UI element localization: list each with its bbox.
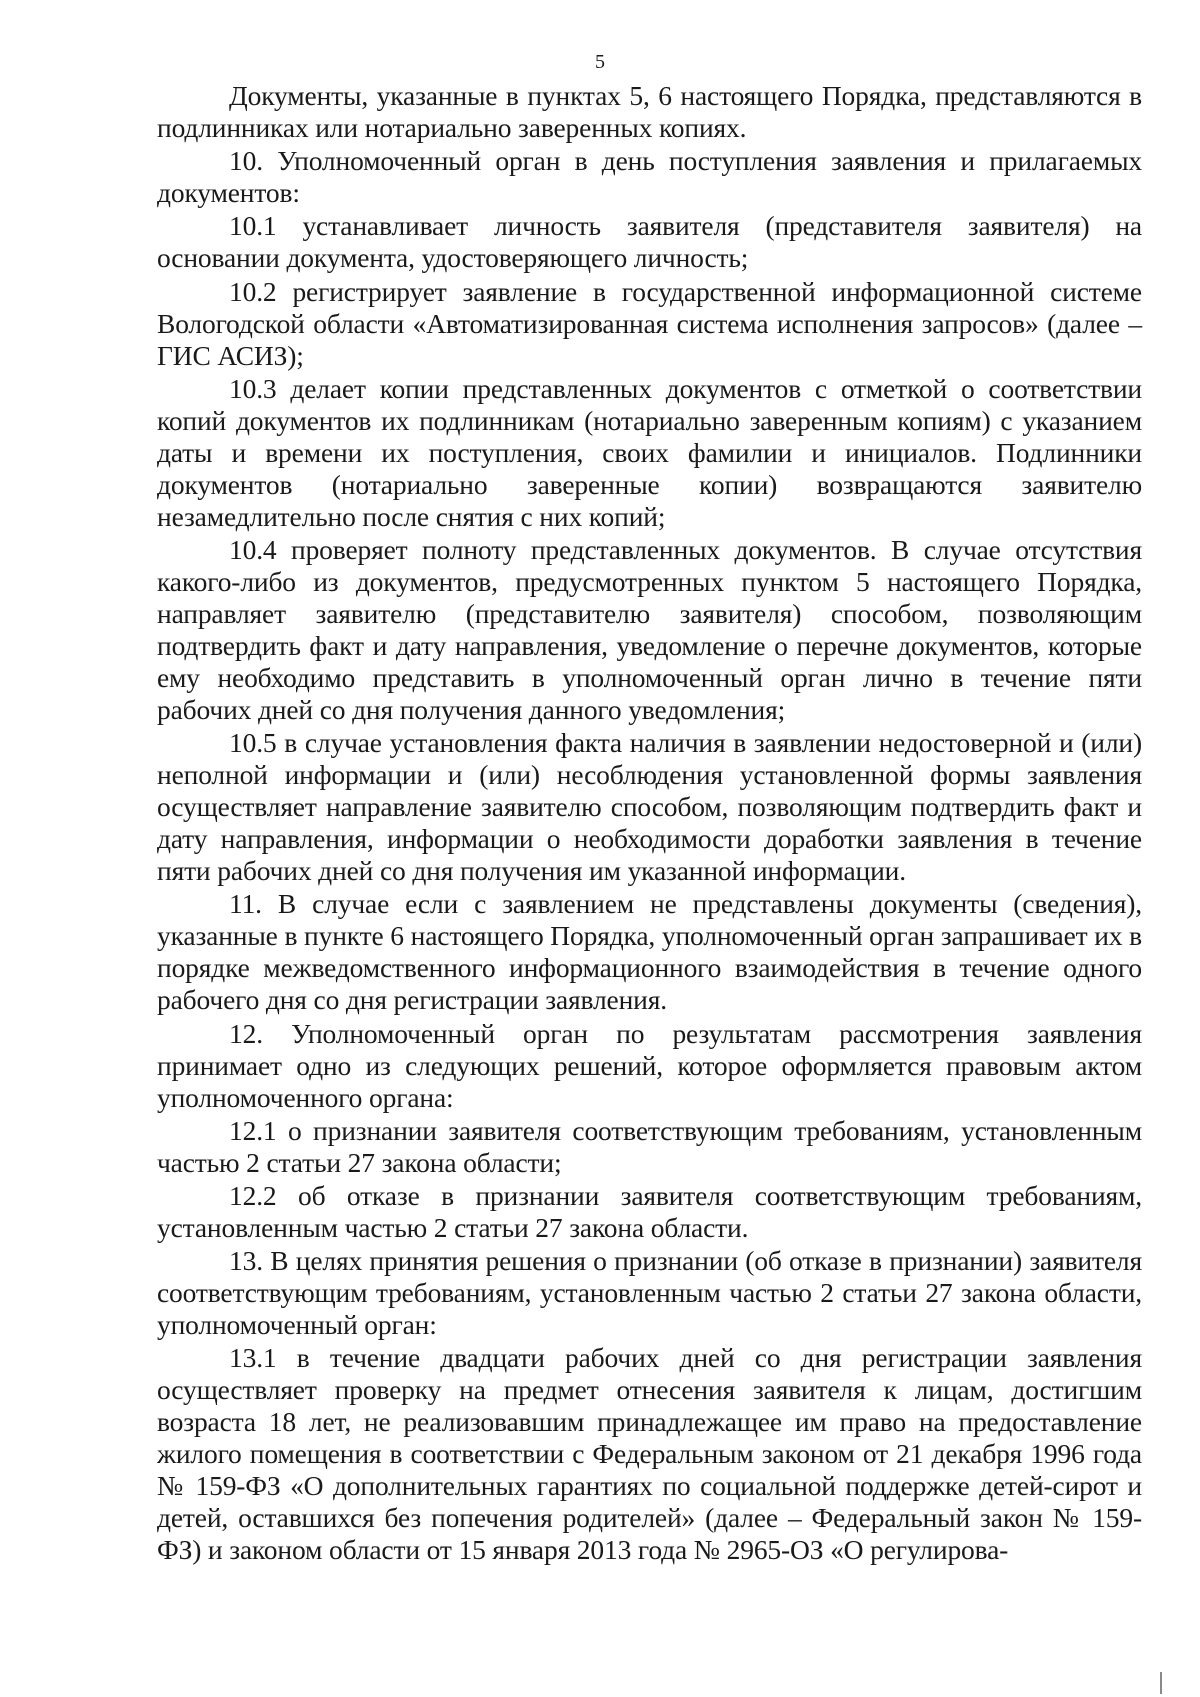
paragraph-11: 11. В случае если с заявлением не представлены документы (сведения), указанные в пункте 6 настоящего Порядка, уполномоченный орган запрашивает их в порядке межведомственного информационного взаимодействия в течение одного рабочего дня со дня регистрации заявления. (157, 888, 1142, 1016)
document-body (157, 80, 1142, 1567)
paragraph-12: 12. Уполномоченный орган по результатам рассмотрения заявления принимает одно из следующих решений, которое оформляется правовым актом уполномоченного органа: (157, 1017, 1142, 1113)
paragraph-10-2: 10.2 регистрирует заявление в государственной информационной системе Вологодской области «Автоматизированная система исполнения запросов» (далее – ГИС АСИЗ); (157, 275, 1142, 371)
paragraph-12-1: 12.1 о признании заявителя соответствующим требованиям, установленным частью 2 статьи 27 закона области; (157, 1114, 1142, 1178)
paragraph-13: 13. В целях принятия решения о признании (об отказе в признании) заявителя соответствующим требованиям, установленным частью 2 статьи 27 закона области, уполномоченный орган: (157, 1245, 1142, 1341)
paragraph-documents-originals: Документы, указанные в пунктах 5, 6 настоящего Порядка, представляются в подлинниках или нотариально заверенных копиях. (157, 80, 1142, 143)
paragraph-10-5: 10.5 в случае установления факта наличия в заявлении недостоверной и (или) неполной информации и (или) несоблюдения установленной формы заявления осуществляет направление заявителю способом, позволяющим подтвердить факт и дату направления, информации о необходимости доработки заявления в течение пяти рабочих дней со дня получения им указанной информации. (157, 727, 1142, 887)
paragraph-13-1: 13.1 в течение двадцати рабочих дней со дня регистрации заявления осуществляет проверку на предмет отнесения заявителя к лицам, достигшим возраста 18 лет, не реализовавшим принадлежащее им право на предоставление жилого помещения в соответствии с Федеральным законом от 21 декабря 1996 года № 159-ФЗ «О дополнительных гарантиях по социальной поддержке детей-сирот и детей, оставшихся без попечения родителей» (далее – Федеральный закон № 159-ФЗ) и законом области от 15 января 2013 года № 2965-ОЗ «О регулирова- (157, 1342, 1142, 1566)
paragraph-10: 10. Уполномоченный орган в день поступления заявления и прилагаемых документов: (157, 145, 1142, 209)
page-number: 5 (595, 51, 605, 73)
paragraph-10-1: 10.1 устанавливает личность заявителя (представителя заявителя) на основании документа, удостоверяющего личность; (157, 210, 1142, 274)
paragraph-12-2: 12.2 об отказе в признании заявителя соответствующим требованиям, установленным частью 2 статьи 27 закона области. (157, 1179, 1142, 1243)
paragraph-10-4: 10.4 проверяет полноту представленных документов. В случае отсутствия какого-либо из документов, предусмотренных пунктом 5 настоящего Порядка, направляет заявителю (представителю заявителя) способом, позволяющим подтвердить факт и дату направления, уведомление о перечне документов, которые ему необходимо представить в уполномоченный орган лично в течение пяти рабочих дней со дня получения данного уведомления; (157, 533, 1142, 725)
scan-edge-mark (1160, 1672, 1162, 1694)
paragraph-10-3: 10.3 делает копии представленных документов с отметкой о соответствии копий документов их подлинникам (нотариально заверенным копиям) с указанием даты и времени их поступления, своих фамилии и инициалов. Подлинники документов (нотариально заверенные копии) возвращаются заявителю незамедлительно после снятия с них копий; (157, 372, 1142, 532)
